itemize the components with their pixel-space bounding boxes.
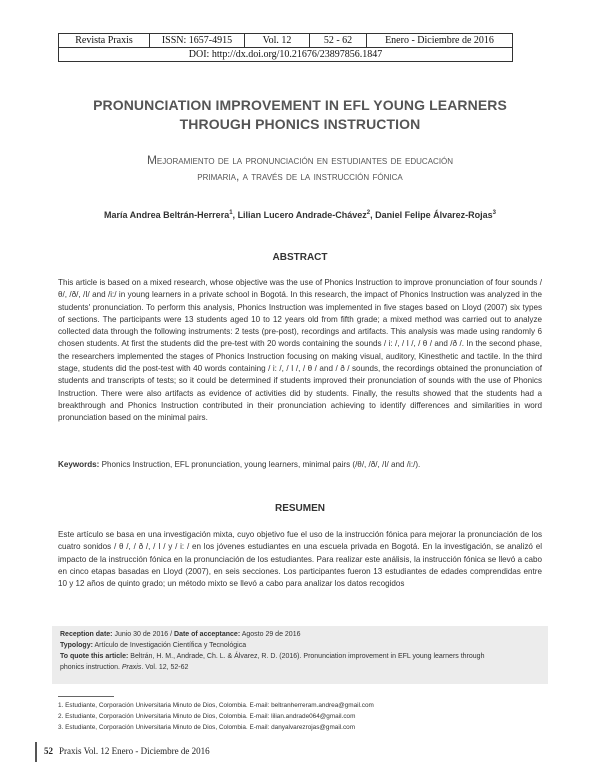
author-3-ref: 3: [492, 210, 497, 216]
footer-divider: [35, 742, 37, 762]
dates-line: [60, 630, 544, 640]
footnote-3: 3. Estudiante, Corporación Universitaria Minuto de Dios, Colombia. E-mail: danyalvarezrojas@gmail.com: [58, 724, 356, 731]
footnote-1: 1. Estudiante, Corporación Universitaria Minuto de Dios, Colombia. E-mail: beltranherreram.andrea@gmail.com: [58, 702, 374, 709]
acceptance-value: Agosto 29 de 2016: [240, 631, 301, 638]
cite-value-2c: . Vol. 12, 52-62: [141, 664, 189, 671]
author-3: Daniel Felipe Álvarez-Rojas: [375, 210, 493, 220]
footnote-2: 2. Estudiante, Corporación Universitaria Minuto de Dios, Colombia. E-mail: lilian.andrade064@gmail.com: [58, 713, 356, 720]
reception-value: Junio 30 de 2016 /: [112, 631, 175, 638]
resumen-text: Este artículo se basa en una investigación mixta, cuyo objetivo fue el uso de la instrucción fónica para mejorar la pronunciación de los cuatro sonidos / θ /, / ð /, / I / y / i: / en los jóvenes estudiantes en una escuela privada en Bogotá. En la investigación, se analizó el impacto de la instrucción fónica en la pronunciación de los estudiantes. Para realizar este análisis, la instrucción fónica se llevó a cabo en cinco etapas basadas en Lloyd (2007), en seis secciones. Los participantes fueron 13 estudiantes de edades comprendidas entre 10 y 12 años de quinto grado; un método mixto se llevó a cabo para analizar los datos recogidos: [58, 530, 542, 589]
author-1-ref: 1: [229, 210, 233, 216]
author-2-ref: 2: [366, 210, 371, 216]
author-separator: ,: [232, 210, 238, 220]
citation-line-2: [60, 663, 544, 673]
title-line-2: THROUGH PHONICS INSTRUCTION: [179, 116, 421, 132]
subtitle-line-1: Mejoramiento de la pronunciación en estudiantes de educación: [146, 153, 454, 167]
cite-label: To quote this article:: [60, 653, 129, 660]
author-2: Lilian Lucero Andrade-Chávez: [237, 210, 367, 220]
article-info-box: [52, 626, 548, 684]
journal-name: Revista Praxis: [59, 34, 150, 48]
abstract-heading: ABSTRACT: [272, 252, 328, 263]
page-footer: [44, 746, 210, 756]
volume: Vol. 12: [245, 34, 310, 48]
typology-label: Typology:: [60, 642, 93, 649]
doi: DOI: http://dx.doi.org/10.21676/23897856.1847: [59, 48, 513, 62]
article-title: [50, 96, 550, 134]
abstract-text: This article is based on a mixed research, whose objective was the use of Phonics Instruction to improve pronunciation of four sounds /θ/, /ð/, /I/ and /i:/ in young learners in a private school in Bogotá. In this research, the impact of Phonics Instruction was analyzed in the students' pronunciation. To perform this analysis, Phonics Instruction was implemented in five stages based on Lloyd (2007) six types of sections. The participants were 13 students aged 10 to 12 years old from fifth grade; a mixed method was carried out to analyze collected data through the following instruments: 2 tests (pre-post), recordings and artifacts. This analysis was made using randomly 6 chosen students. At first the students did the pre-test with 20 words containing the sounds / i: /, / I /, / θ / and /ð /. In the second phase, the researchers implemented the stages of Phonics Instruction focusing on making visual, auditory, Kinesthetic and tactile. In the third stage, students did the post-test with 40 words containing / i: /, / I /, / θ / and / ð / sounds, the recordings obtained the pronunciation of students and transcripts of tests; so it could be determined if students improved their pronunciation of sounds with the use of Phonics Instruction. There were also artifacts as evidence of activities did by students. Finally, the results showed that the students had a breakthrough and Phonics Instruction contributed in their pronunciation achieving to identify differences and similarities in word pronunciation based on the minimal pairs.: [58, 278, 542, 423]
typology-value: Artículo de Investigación Científica y Tecnológica: [92, 642, 247, 649]
keywords-text: Phonics Instruction, EFL pronunciation, young learners, minimal pairs (/θ/, /ð/, /I/ and /i:/).: [99, 460, 421, 469]
subtitle-line-2: primaria, a través de la instrucción fónica: [197, 169, 403, 183]
cite-value: Beltrán, H. M., Andrade, Ch. L. & Álvarez, R. D. (2016). Pronunciation improvement in EFL young learners through: [128, 653, 485, 660]
author-separator: ,: [370, 210, 376, 220]
page-number: 52: [44, 746, 53, 756]
cite-value-2a: phonics instruction.: [60, 664, 122, 671]
typology-line: [60, 641, 544, 651]
acceptance-label: Date of acceptance:: [174, 631, 241, 638]
article-subtitle: [50, 152, 550, 184]
footer-text: Praxis Vol. 12 Enero - Diciembre de 2016: [59, 746, 210, 756]
reception-label: Reception date:: [60, 631, 113, 638]
author-1: María Andrea Beltrán-Herrera: [103, 210, 230, 220]
authors: [50, 210, 550, 220]
issue-date: Enero - Diciembre de 2016: [367, 34, 513, 48]
pages: 52 - 62: [310, 34, 367, 48]
footnote-divider: [58, 696, 114, 697]
journal-header-table: [58, 33, 513, 62]
cite-journal: Praxis: [121, 664, 142, 671]
resumen-heading: RESUMEN: [274, 503, 325, 514]
keywords-label: Keywords:: [58, 460, 100, 469]
keywords: [58, 460, 542, 469]
issn: ISSN: 1657-4915: [150, 34, 245, 48]
citation-line: [60, 652, 544, 662]
title-line-1: PRONUNCIATION IMPROVEMENT IN EFL YOUNG LEARNERS: [93, 97, 507, 113]
